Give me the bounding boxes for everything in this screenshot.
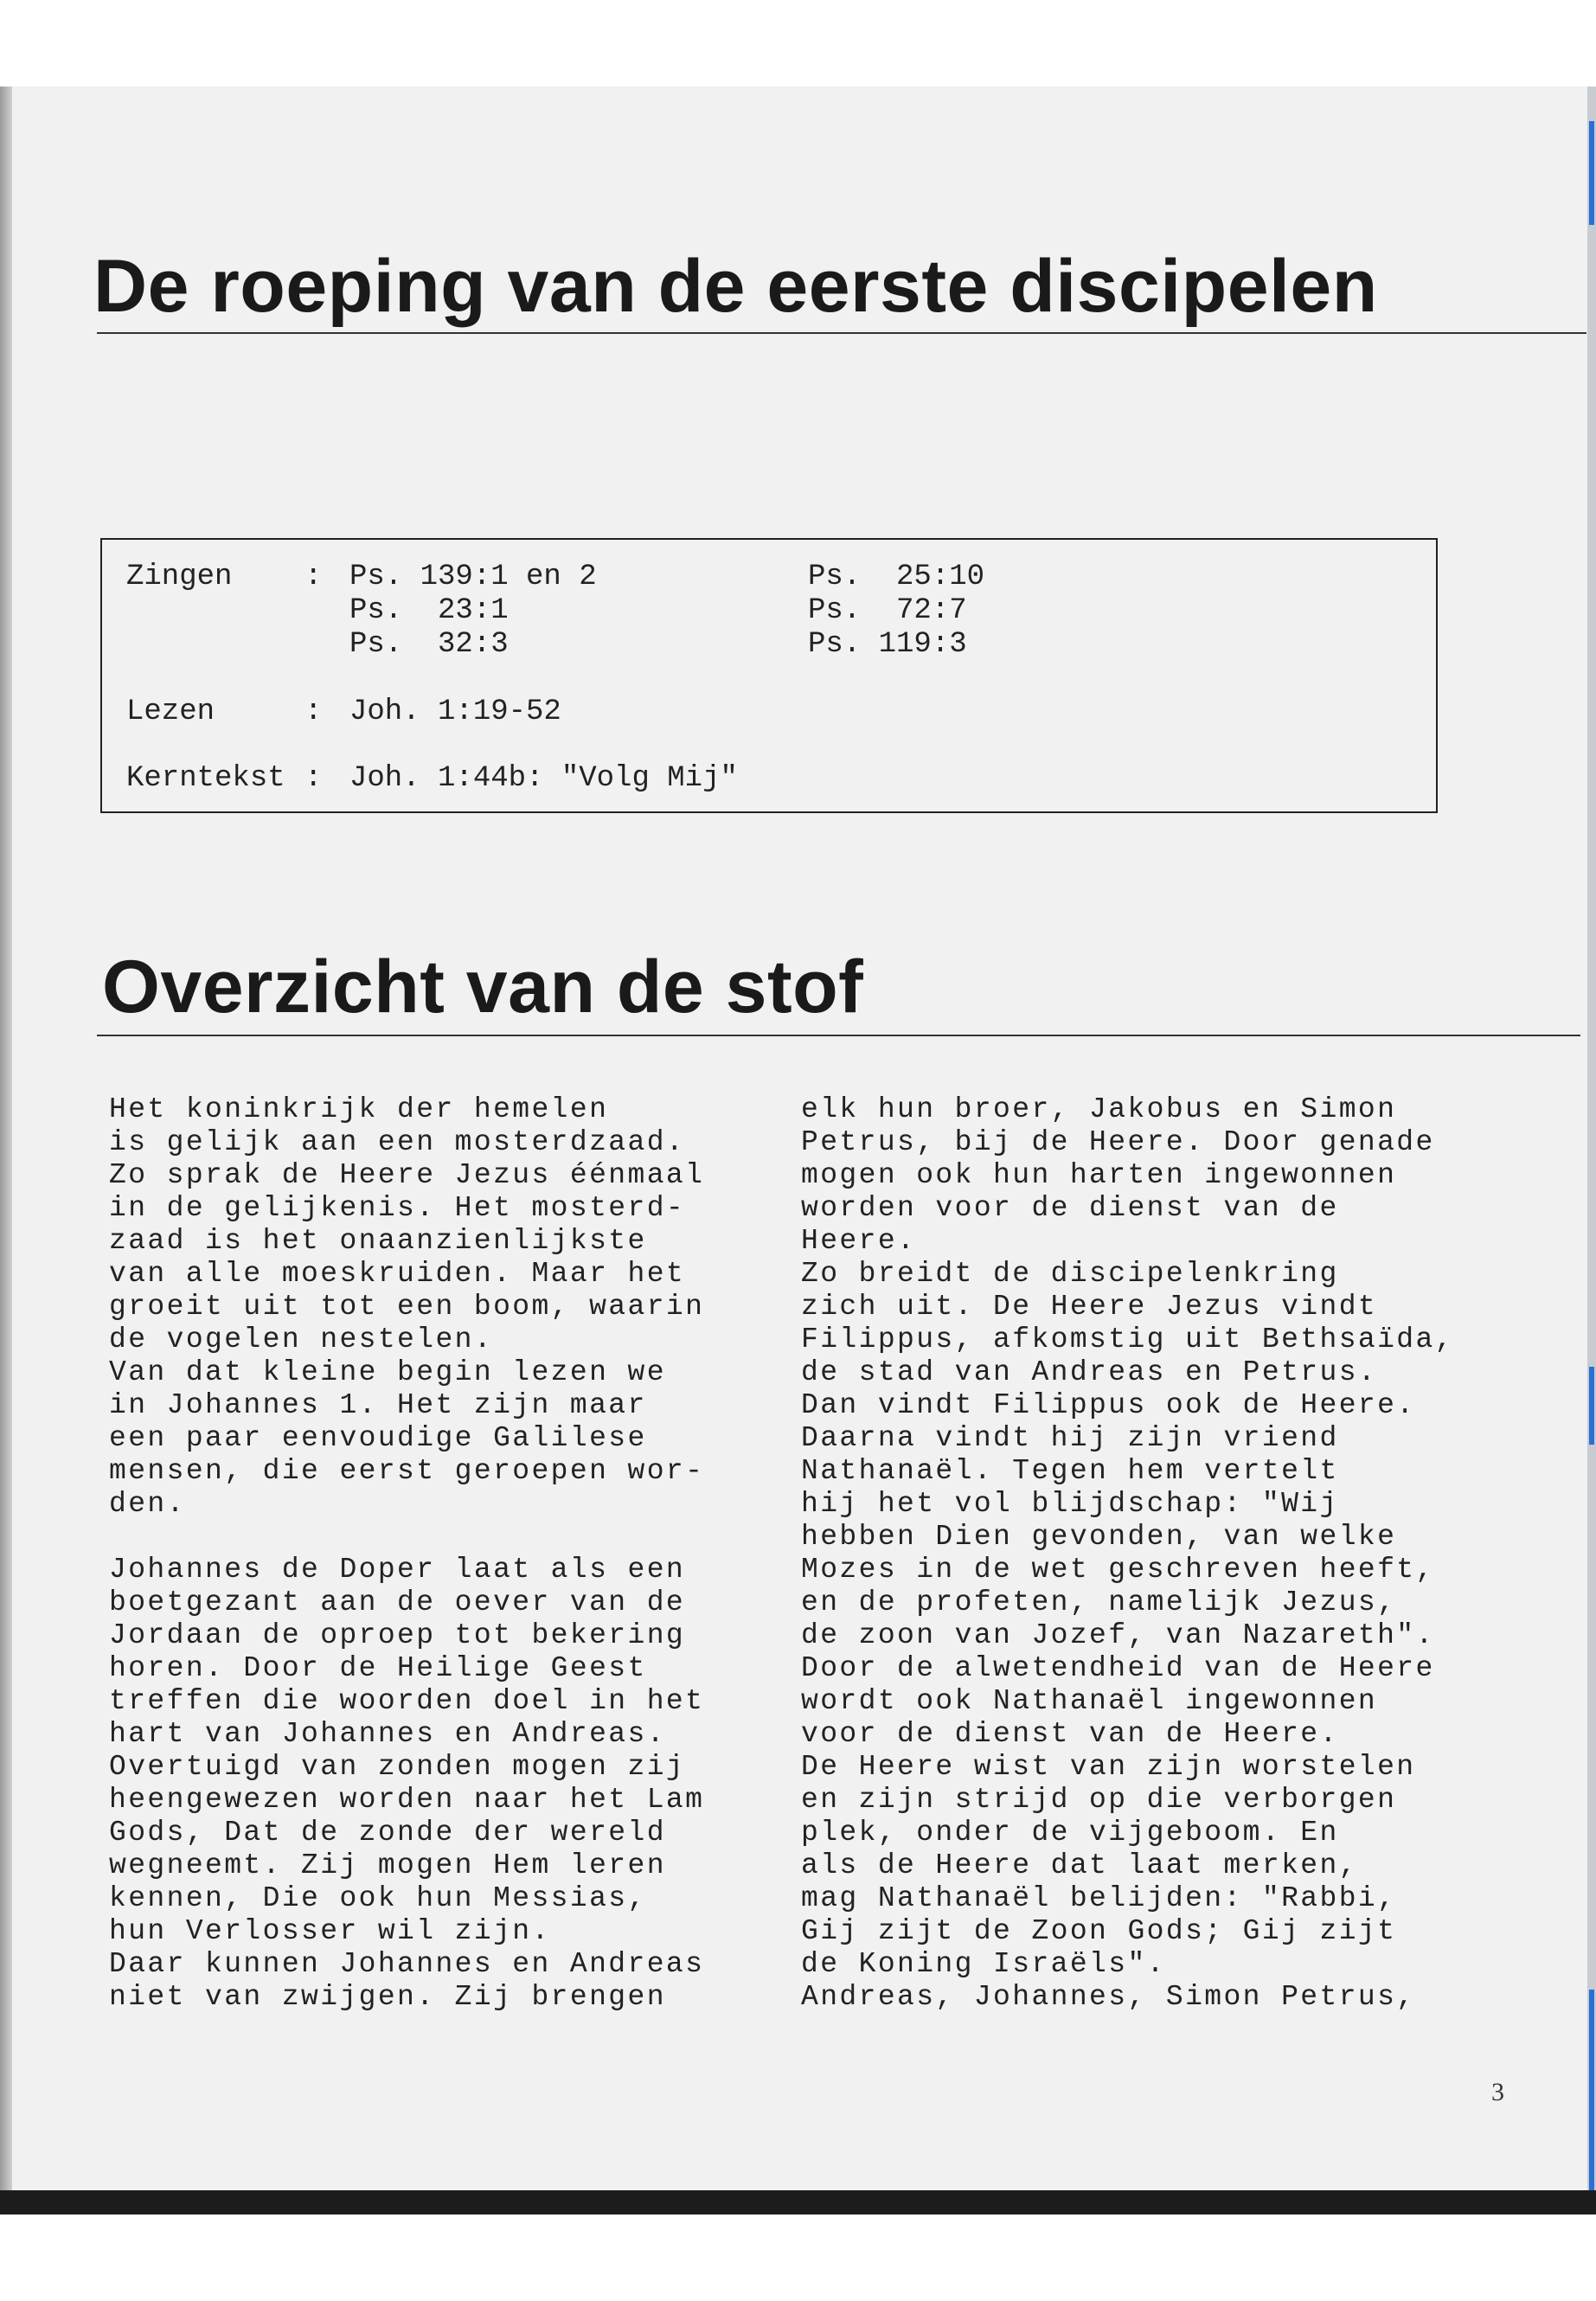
text-line: hij het vol blijdschap: "Wij bbox=[801, 1488, 1339, 1520]
text-line: elk hun broer, Jakobus en Simon bbox=[801, 1093, 1397, 1125]
text-line: heengewezen worden naar het Lam bbox=[109, 1784, 705, 1816]
text-line: zaad is het onaanzienlijkste bbox=[109, 1225, 647, 1257]
page-number: 3 bbox=[1491, 2078, 1504, 2106]
text-line: boetgezant aan de oever van de bbox=[109, 1586, 686, 1618]
kerntekst-label: Kerntekst bbox=[126, 762, 285, 795]
text-line: de Koning Israëls". bbox=[801, 1948, 1166, 1980]
colon: : bbox=[304, 561, 323, 593]
text-line: De Heere wist van zijn worstelen bbox=[801, 1751, 1416, 1783]
page-title: De roeping van de eerste discipelen bbox=[93, 245, 1378, 328]
text-line: en zijn strijd op die verborgen bbox=[801, 1784, 1397, 1816]
edge-mark bbox=[1589, 121, 1594, 225]
zingen-item: Ps. 25:10 bbox=[808, 561, 985, 593]
text-line: een paar eenvoudige Galilese bbox=[109, 1422, 647, 1454]
text-line: plek, onder de vijgeboom. En bbox=[801, 1817, 1339, 1849]
text-line: Mozes in de wet geschreven heeft, bbox=[801, 1554, 1435, 1586]
text-line: Johannes de Doper laat als een bbox=[109, 1554, 686, 1586]
text-line: in de gelijkenis. Het mosterd- bbox=[109, 1192, 686, 1224]
text-line: zich uit. De Heere Jezus vindt bbox=[801, 1291, 1378, 1323]
text-line: Zo sprak de Heere Jezus éénmaal bbox=[109, 1159, 705, 1191]
left-text-column bbox=[109, 1093, 749, 2014]
lezen-value: Joh. 1:19-52 bbox=[349, 695, 561, 728]
text-line: groeit uit tot een boom, waarin bbox=[109, 1291, 705, 1323]
text-line: is gelijk aan een mosterdzaad. bbox=[109, 1126, 686, 1158]
lezen-label: Lezen bbox=[126, 695, 215, 728]
text-line: Dan vindt Filippus ook de Heere. bbox=[801, 1389, 1416, 1421]
section-rule bbox=[97, 1035, 1580, 1036]
right-text-column bbox=[801, 1093, 1493, 2014]
text-line: Jordaan de oproep tot bekering bbox=[109, 1619, 686, 1651]
text-line: Het koninkrijk der hemelen bbox=[109, 1093, 609, 1125]
zingen-item: Ps. 32:3 bbox=[349, 628, 509, 661]
text-line: de zoon van Jozef, van Nazareth". bbox=[801, 1619, 1435, 1651]
text-line: van alle moeskruiden. Maar het bbox=[109, 1258, 686, 1290]
right-page-edge bbox=[1587, 87, 1596, 2197]
text-line: Heere. bbox=[801, 1225, 917, 1257]
text-line: Daar kunnen Johannes en Andreas bbox=[109, 1948, 705, 1980]
kerntekst-value: Joh. 1:44b: "Volg Mij" bbox=[349, 762, 738, 795]
text-line: wordt ook Nathanaël ingewonnen bbox=[801, 1685, 1378, 1717]
text-line: Nathanaël. Tegen hem vertelt bbox=[801, 1455, 1339, 1487]
edge-mark bbox=[1589, 1990, 1594, 2214]
title-rule bbox=[97, 332, 1586, 334]
zingen-item: Ps. 139:1 en 2 bbox=[349, 561, 597, 593]
text-line: horen. Door de Heilige Geest bbox=[109, 1652, 647, 1684]
zingen-item: Ps. 72:7 bbox=[808, 594, 967, 627]
text-line: de stad van Andreas en Petrus. bbox=[801, 1356, 1378, 1388]
text-line: als de Heere dat laat merken, bbox=[801, 1849, 1358, 1881]
text-line: Zo breidt de discipelenkring bbox=[801, 1258, 1339, 1290]
colon: : bbox=[304, 762, 323, 795]
edge-mark bbox=[1589, 1367, 1594, 1445]
text-line: mensen, die eerst geroepen wor- bbox=[109, 1455, 705, 1487]
text-line: Andreas, Johannes, Simon Petrus, bbox=[801, 1981, 1416, 2013]
zingen-item: Ps. 119:3 bbox=[808, 628, 967, 661]
text-line: mogen ook hun harten ingewonnen bbox=[801, 1159, 1397, 1191]
text-line: hebben Dien gevonden, van welke bbox=[801, 1521, 1397, 1553]
zingen-item: Ps. 23:1 bbox=[349, 594, 509, 627]
text-line: de vogelen nestelen. bbox=[109, 1324, 494, 1356]
text-line: niet van zwijgen. Zij brengen bbox=[109, 1981, 666, 2013]
service-box bbox=[100, 538, 1438, 813]
text-line: treffen die woorden doel in het bbox=[109, 1685, 705, 1717]
text-line: kennen, Die ook hun Messias, bbox=[109, 1882, 647, 1914]
text-line: Door de alwetendheid van de Heere bbox=[801, 1652, 1435, 1684]
text-line: Petrus, bij de Heere. Door genade bbox=[801, 1126, 1435, 1158]
text-line: Filippus, afkomstig uit Bethsaïda, bbox=[801, 1324, 1454, 1356]
text-line: hun Verlosser wil zijn. bbox=[109, 1915, 551, 1947]
text-line: en de profeten, namelijk Jezus, bbox=[801, 1586, 1397, 1618]
zingen-label: Zingen bbox=[126, 561, 233, 593]
text-line: mag Nathanaël belijden: "Rabbi, bbox=[801, 1882, 1397, 1914]
text-line: Gods, Dat de zonde der wereld bbox=[109, 1817, 666, 1849]
text-line: in Johannes 1. Het zijn maar bbox=[109, 1389, 647, 1421]
text-line: Van dat kleine begin lezen we bbox=[109, 1356, 666, 1388]
scan-bottom-edge bbox=[0, 2190, 1596, 2214]
text-line: voor de dienst van de Heere. bbox=[801, 1718, 1339, 1750]
text-line: hart van Johannes en Andreas. bbox=[109, 1718, 666, 1750]
text-line: Overtuigd van zonden mogen zij bbox=[109, 1751, 686, 1783]
text-line: wegneemt. Zij mogen Hem leren bbox=[109, 1849, 666, 1881]
section-title: Overzicht van de stof bbox=[102, 945, 864, 1029]
text-line bbox=[109, 1521, 749, 1554]
text-line: Daarna vindt hij zijn vriend bbox=[801, 1422, 1339, 1454]
text-line: Gij zijt de Zoon Gods; Gij zijt bbox=[801, 1915, 1397, 1947]
text-line: worden voor de dienst van de bbox=[801, 1192, 1339, 1224]
colon: : bbox=[304, 695, 323, 728]
text-line: den. bbox=[109, 1488, 186, 1520]
